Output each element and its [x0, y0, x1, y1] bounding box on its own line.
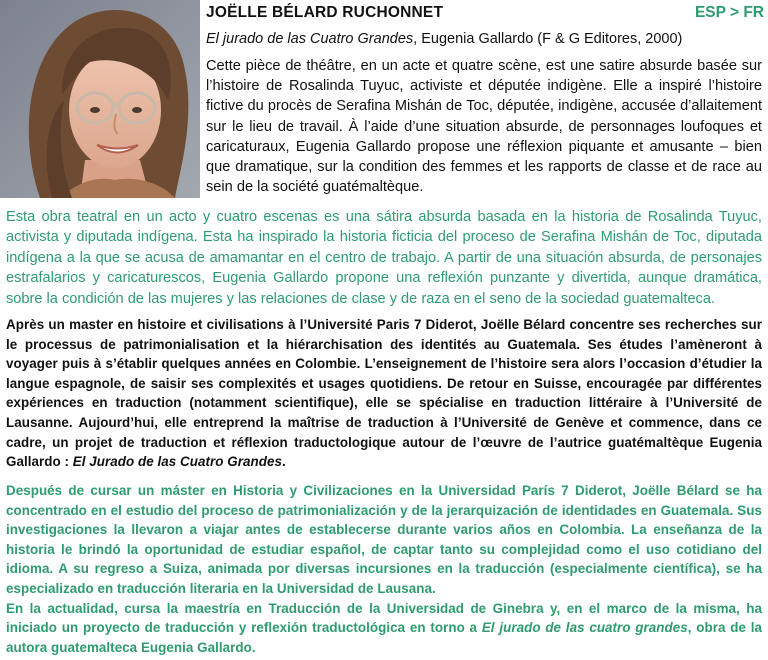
author-name: JOËLLE BÉLARD RUCHONNET	[206, 4, 444, 21]
synopsis-spanish	[6, 207, 762, 309]
biography-spanish-text: En la actualidad, cursa la maestría en Traducción de la Universidad de Ginebra y, en el marco de la misma, ha iniciado un proyecto de traducción y reflexión traductológica en torno a	[6, 600, 762, 636]
biography-spanish-paragraph-1: Después de cursar un máster en Historia y Civilizaciones en la Universidad París 7 Diderot, Joëlle Bélard se ha concentrado en el estudio del proceso de patrimonialización y de la jerarquización de identidades en Guatemala. Sus investigaciones la llevaron a viajar antes de establecerse durante varios años en Colombia. La enseñanza de la historia le brindó la oportunidad de estudiar español, de captar tanto su complejidad como el uso cotidiano del idioma. A su regreso a Suiza, animada por diversas incursiones en la traducción (especialmente científica), se ha especializado en traducción literaria en la Universidad de Lausana.	[6, 483, 762, 596]
biography-spanish	[6, 481, 762, 657]
work-title: El jurado de las Cuatro Grandes	[206, 31, 414, 47]
synopsis-french	[206, 56, 762, 197]
biography-spanish-paragraph-2	[6, 599, 762, 658]
language-pair: ESP > FR	[694, 4, 764, 21]
work-details: , Eugenia Gallardo (F & G Editores, 2000)	[413, 31, 683, 47]
biography-french-text: Après un master en histoire et civilisations à l’Université Paris 7 Diderot, Joëlle Bélard concentre ses recherches sur le processus de patrimonialisation et la hiérarchisation des identités au Guatemala. Ses études l’amèneront à voyager puis à s’établir quelques années en Colombie. L’enseignement de l’histoire sera alors l’occasion d’étudier la langue espagnole, de saisir ses complexités et usages quotidiens. De retour en Suisse, encouragée par différentes expériences en traduction (notamment scientifique), elle se spécialise en traduction littéraire à l’Université de Lausanne. Aujourd’hui, elle entreprend la maîtrise de traduction à l’Université de Genève et commence, dans ce cadre, un projet de traduction et réflexion traductologique autour de l’œuvre de l’autrice guatémaltèque Eugenia Gallardo :	[6, 317, 762, 470]
biography-french-paragraph	[6, 315, 762, 472]
work-reference	[206, 31, 682, 47]
biography-french-end: .	[281, 454, 286, 470]
portrait-photo-icon	[0, 0, 200, 198]
biography-french	[6, 315, 762, 472]
author-portrait	[0, 0, 200, 198]
biography-french-work-title: El Jurado de las Cuatro Grandes	[72, 454, 282, 470]
biography-spanish-end: , obra de la autora guatemalteca Eugenia Gallardo.	[6, 620, 763, 655]
biography-spanish-work-title: El jurado de las cuatro grandes	[481, 620, 688, 636]
synopsis-french-text: Cette pièce de théâtre, en un acte et quatre scène, est une satire absurde basée sur l’histoire de Rosalinda Tuyuc, activiste et députée indigène. Elle a inspiré l’histoire fictive du procès de Serafina Mishán de Toc, députée, indigène, accusée d’allaitement sur le lieu de travail. À l’aide d’une situation absurde, de personnages loufoques et caricaturaux, Eugenia Gallardo propose une réflexion piquante et amusante – bien que dramatique, sur la condition des femmes et les rapports de classe et de race au sein de la société guatémaltèque.	[206, 58, 762, 196]
synopsis-spanish-text: Esta obra teatral en un acto y cuatro escenas es una sátira absurda basada en la historia de Rosalinda Tuyuc, activista y diputada indígena. Esta ha inspirado la historia ficticia del proceso de Serafina Mishán de Toc, diputada indígena a la que se acusa de amamantar en el centro de trabajo. A partir de una situación absurda, de personajes estrafalarios y caricaturescos, Eugenia Gallardo propone una reflexión punzante y divertida, aunque dramática, sobre la condición de las mujeres y las relaciones de clase y de raza en el seno de la sociedad guatemalteca.	[6, 209, 762, 307]
